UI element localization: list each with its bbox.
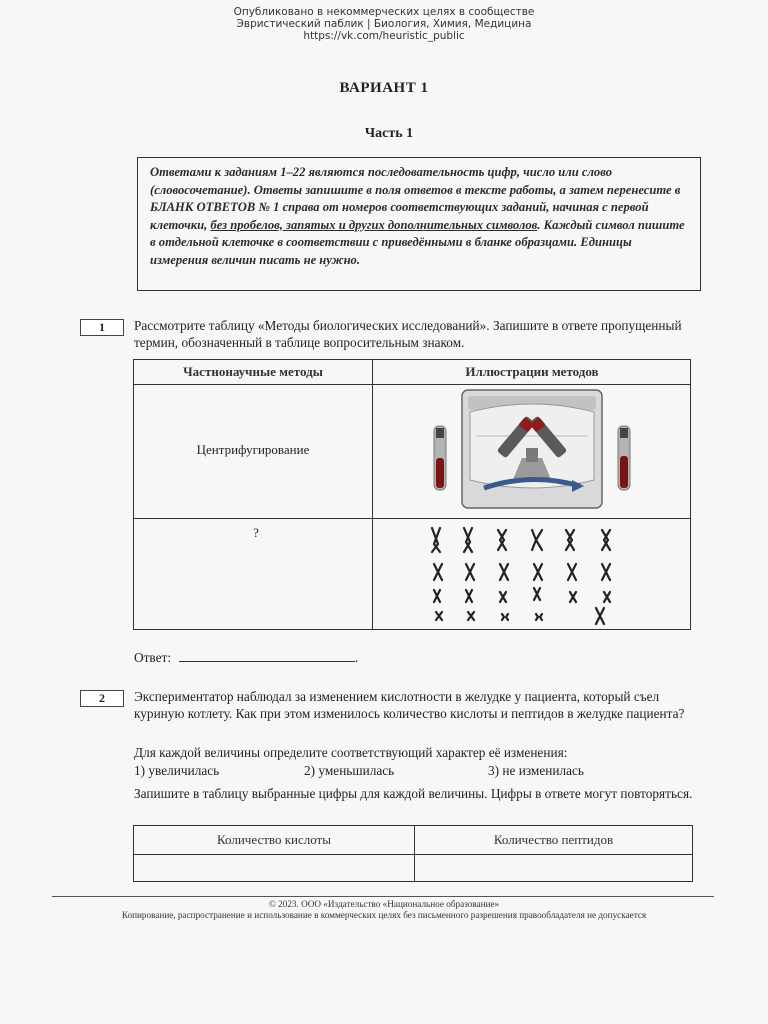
part-title: Часть 1 bbox=[364, 126, 414, 141]
instructions-box bbox=[137, 157, 701, 291]
task-number-2: 2 bbox=[80, 690, 124, 707]
table2-peptides-answer-cell[interactable] bbox=[415, 855, 692, 881]
task2-instruction: Запишите в таблицу выбранные цифры для каждой величины. Цифры в ответе могут повторяться. bbox=[134, 786, 693, 801]
instructions-text-after: . Каждый символ пишите в отдельной клеточке в соответствии с приведёнными в бланке образцами. Единицы измерения величин писать не нужно. bbox=[150, 217, 685, 267]
table1-method-centrifugation: Центрифугирование bbox=[196, 442, 310, 457]
centrifuge-icon bbox=[432, 386, 632, 512]
table1-header-methods: Частнонаучные методы bbox=[183, 364, 323, 379]
task1-answer-field[interactable] bbox=[179, 649, 355, 662]
variant-title: ВАРИАНТ 1 bbox=[339, 80, 429, 96]
footer-divider bbox=[52, 896, 714, 897]
footer-copyright: © 2023. ООО «Издательство «Национальное образование» bbox=[268, 899, 500, 909]
task2-text: Экспериментатор наблюдал за изменением кислотности в желудке у пациента, который съел куриную котлету. Как при этом изменилось количество кислоты и пептидов в желудке пациента? bbox=[134, 689, 685, 721]
instructions-text-before: Ответами к заданиям 1–22 являются последовательность цифр, число или слово (словосочетание). Ответы запишите в поля ответов в тексте работы, а затем перенесите в БЛАНК ОТВЕТОВ № 1 справа от номеров соответствующих заданий, начиная с первой клеточки, bbox=[150, 165, 681, 232]
table1-method-unknown: ? bbox=[253, 525, 259, 540]
instructions-underlined: без пробелов, запятых и других дополнительных символов bbox=[210, 217, 538, 232]
task1-answer-label: Ответ: bbox=[134, 650, 172, 665]
watermark bbox=[0, 6, 768, 42]
answer-table bbox=[133, 825, 693, 882]
methods-table bbox=[133, 359, 691, 630]
task2-option-3: 3) не изменилась bbox=[488, 763, 584, 778]
table1-header-illustrations: Иллюстрации методов bbox=[465, 364, 599, 379]
watermark-link[interactable]: https://vk.com/heuristic_public bbox=[303, 30, 465, 42]
watermark-line2: Эвристический паблик | Биология, Химия, Медицина bbox=[236, 18, 532, 30]
table2-header-peptides: Количество пептидов bbox=[493, 832, 614, 847]
table2-acid-answer-cell[interactable] bbox=[134, 855, 414, 881]
task1-text: Рассмотрите таблицу «Методы биологических исследований». Запишите в ответе пропущенный термин, обозначенный в таблице вопросительным знаком. bbox=[134, 318, 682, 350]
task2-prompt: Для каждой величины определите соответствующий характер её изменения: bbox=[134, 745, 568, 760]
task2-option-1: 1) увеличилась bbox=[134, 763, 220, 778]
karyotype-icon bbox=[424, 524, 644, 628]
footer-notice: Копирование, распространение и использование в коммерческих целях без письменного разрешения правообладателя не допускается bbox=[121, 910, 647, 920]
task2-options bbox=[134, 763, 700, 779]
table2-header-acid: Количество кислоты bbox=[217, 832, 331, 847]
task1-answer-row bbox=[134, 649, 358, 666]
watermark-line1: Опубликовано в некоммерческих целях в сообществе bbox=[233, 6, 535, 18]
task2-option-2: 2) уменьшилась bbox=[304, 763, 395, 778]
task1-answer-end: . bbox=[355, 650, 359, 665]
task-number-1: 1 bbox=[80, 319, 124, 336]
